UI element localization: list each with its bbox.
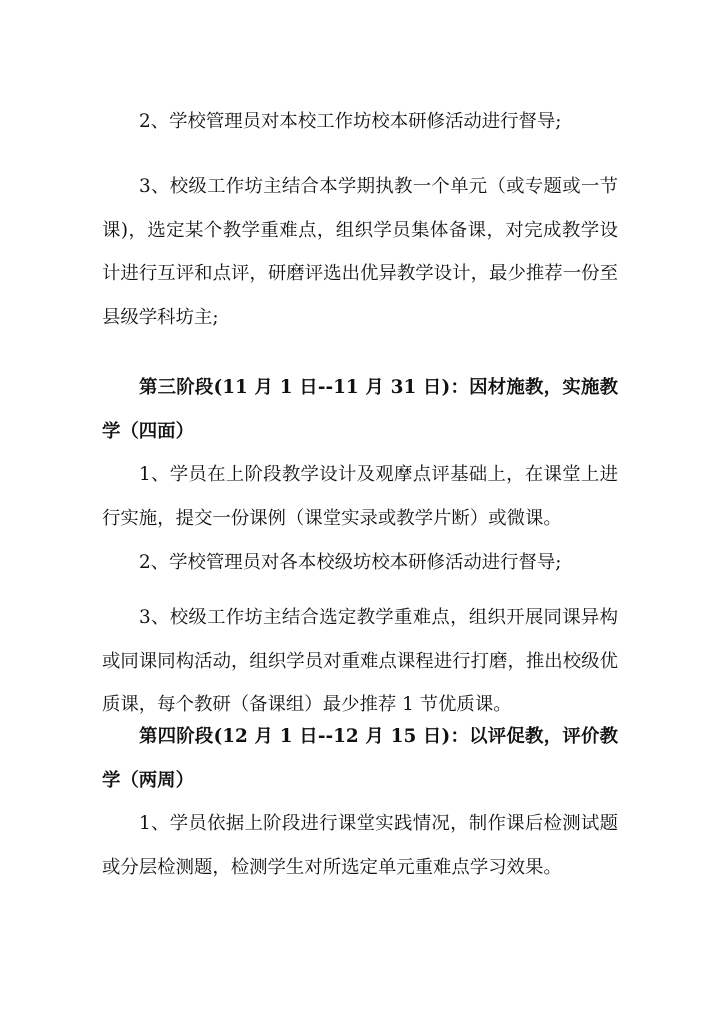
paragraph-stage2-item2: 2、学校管理员对本校工作坊校本研修活动进行督导;: [139, 111, 562, 132]
paragraph-stage3-item1: 1、学员在上阶段教学设计及观摩点评基础上，在课堂上进行实施，提交一份课例（课堂实录或教学片断）或微课。: [102, 464, 618, 529]
paragraph-stage2-item3: 3、校级工作坊主结合本学期执教一个单元（或专题或一节课)，选定某个教学重难点，组织学员集体备课，对完成教学设计进行互评和点评，研磨评选出优异教学设计，最少推荐一份至县级学科坊主;: [102, 176, 618, 328]
paragraph-stage3-item2: 2、学校管理员对各本校级坊校本研修活动进行督导;: [139, 552, 562, 573]
heading-stage3: 第三阶段(11 月 1 日--11 月 31 日)：因材施教，实施教学（四面）: [102, 377, 618, 442]
paragraph-stage3-item3: 3、校级工作坊主结合选定教学重难点，组织开展同课异构或同课同构活动，组织学员对重难点课程进行打磨，推出校级优质课，每个教研（备课组）最少推荐 1 节优质课。: [102, 607, 618, 715]
paragraph-stage4-item1: 1、学员依据上阶段进行课堂实践情况，制作课后检测试题或分层检测题，检测学生对所选定单元重难点学习效果。: [102, 813, 618, 878]
heading-stage4: 第四阶段(12 月 1 日--12 月 15 日)：以评促教，评价教学（两周）: [102, 726, 618, 791]
